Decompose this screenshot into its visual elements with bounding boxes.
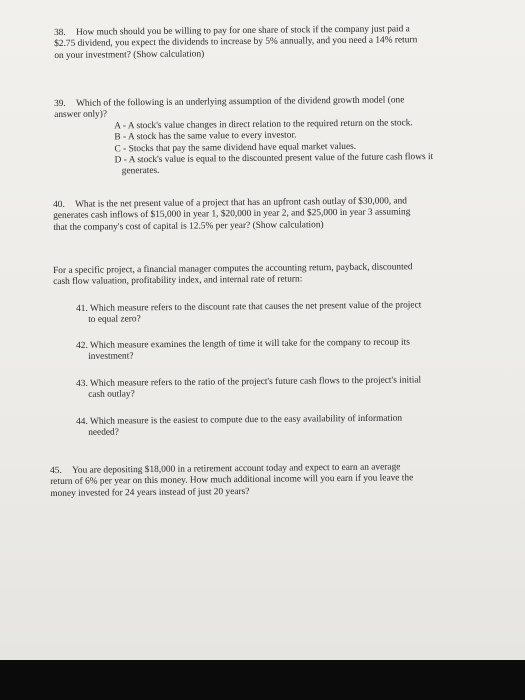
question-text-line: that the company's cost of capital is 12.5% per year? (Show calculation) [53, 219, 324, 233]
question-text-line: generates cash inflows of $15,000 in year 1, $20,000 in year 2, and $25,000 in year 3 assuming [53, 207, 411, 222]
question-text-line: answer only)? [54, 109, 108, 121]
question-number: 43. [76, 378, 88, 389]
question-text-line: investment? [88, 351, 134, 363]
question-text-line: Which measure is the easiest to compute due to the easy availability of information [89, 413, 403, 427]
question-text-line: You are depositing $18,000 in a retirement account today and expect to earn an average [71, 462, 401, 476]
question-text-line: $2.75 dividend, you expect the dividends to increase by 5% annually, and you need a 14% return [54, 35, 418, 50]
question-number: 40. [53, 199, 65, 210]
answer-option-d: D - A stock's value is equal to the discounted present value of the future cash flows it [114, 152, 434, 166]
question-text-line: return of 6% per year on this money. How much additional income will you earn if you leave the [50, 473, 414, 488]
answer-option-c: C - Stocks that pay the same dividend have equal market values. [114, 141, 357, 154]
section-intro [53, 262, 413, 289]
question-44 [76, 414, 402, 440]
question-text-line: cash outlay? [88, 389, 135, 401]
intro-text-line: For a specific project, a financial manager computes the accounting return, payback, discounted [53, 262, 413, 276]
question-40 [53, 196, 411, 234]
question-text-line: How much should you be willing to pay for one share of stock if the company just paid a [75, 24, 410, 38]
question-text-line: Which measure refers to the discount rate that causes the net present value of the project [89, 300, 422, 314]
question-text-line: What is the net present value of a project that has an upfront cash outlay of $30,000, and [74, 196, 408, 210]
dark-background-edge [0, 660, 525, 700]
intro-text-line: cash flow valuation, profitability index, and internal rate of return: [53, 274, 303, 288]
question-41 [76, 300, 422, 326]
question-number: 44. [76, 416, 88, 427]
question-43 [76, 375, 421, 401]
question-number: 42. [76, 340, 88, 351]
answer-option-d-continued: generates. [121, 166, 160, 177]
question-text-line: needed? [88, 427, 119, 439]
question-text-line: Which measure examines the length of time it will take for the company to recoup its [89, 337, 410, 351]
question-text-line: to equal zero? [88, 314, 141, 326]
question-42 [76, 338, 410, 364]
question-text-line: on your investment? (Show calculation) [54, 49, 205, 61]
question-text-line: money invested for 24 years instead of just 20 years? [50, 486, 250, 499]
answer-option-a: A - A stock's value changes in direct relation to the required return on the stock. [114, 118, 413, 132]
question-38 [54, 24, 417, 62]
question-number: 38. [54, 27, 66, 38]
question-45 [50, 462, 413, 500]
question-number: 45. [50, 465, 62, 476]
answer-option-b: B - A stock has the same value to every investor. [114, 130, 297, 143]
question-text-line: Which measure refers to the ratio of the project's future cash flows to the project's initial [89, 375, 422, 389]
question-39 [54, 95, 433, 179]
question-text-line: Which of the following is an underlying assumption of the dividend growth model (one [75, 95, 405, 109]
question-number: 39. [54, 98, 66, 109]
question-number: 41. [76, 303, 88, 314]
